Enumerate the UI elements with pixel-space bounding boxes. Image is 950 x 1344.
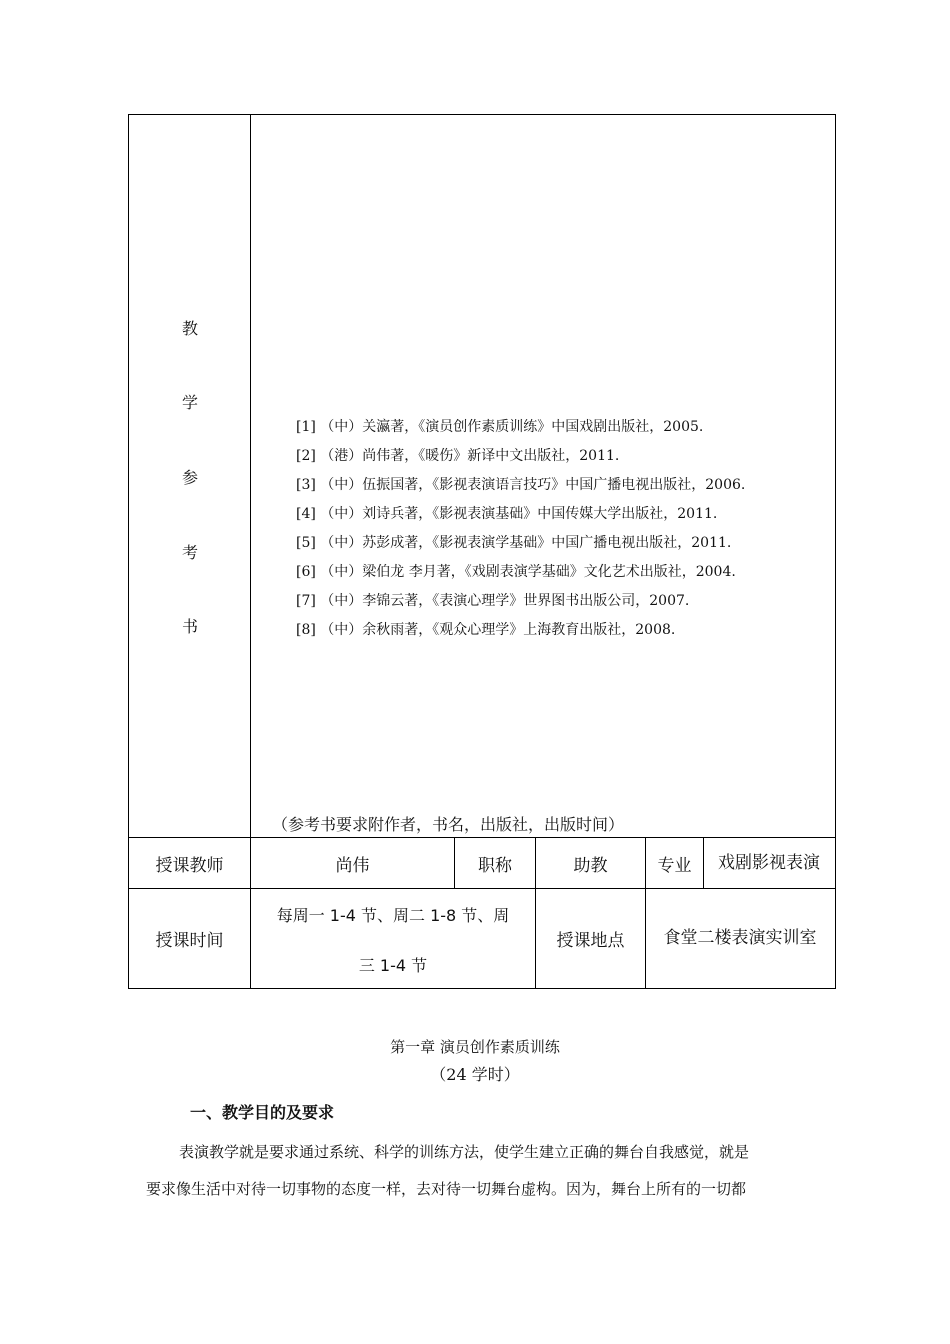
section-label-char: 学 xyxy=(181,393,198,412)
paragraph-line: 表演教学就是要求通过系统、科学的训练方法，使学生建立正确的舞台自我感觉，就是 xyxy=(179,1143,750,1161)
teacher-label: 授课教师 xyxy=(155,855,224,876)
section-label-char: 教 xyxy=(181,319,198,338)
time-value-line2: 三 1-4 节 xyxy=(358,956,428,975)
paragraph-line: 要求像生活中对待一切事物的态度一样，去对待一切舞台虚构。因为，舞台上所有的一切都 xyxy=(146,1180,747,1198)
reference-item: [8] （中）余秋雨著，《观众心理学》上海教育出版社，2008. xyxy=(296,622,676,638)
place-label: 授课地点 xyxy=(556,931,625,951)
section-label-char: 考 xyxy=(181,543,198,562)
reference-item: [5] （中）苏彭成著，《影视表演学基础》中国广播电视出版社，2011. xyxy=(296,535,732,551)
time-label: 授课时间 xyxy=(155,931,224,951)
reference-item: [2] （港）尚伟著，《暖伤》新译中文出版社，2011. xyxy=(296,448,620,464)
time-value-line1: 每周一 1-4 节、周二 1-8 节、周 xyxy=(276,906,510,925)
title-value: 助教 xyxy=(573,855,608,876)
reference-item: [1] （中）关瀛著，《演员创作素质训练》中国戏剧出版社，2005. xyxy=(296,419,704,435)
place-value: 食堂二楼表演实训室 xyxy=(663,928,817,948)
reference-note: （参考书要求附作者，书名，出版社，出版时间） xyxy=(272,815,625,834)
section-label-char: 参 xyxy=(181,468,198,487)
section-heading: 一、教学目的及要求 xyxy=(190,1103,335,1122)
reference-item: [4] （中）刘诗兵著，《影视表演基础》中国传媒大学出版社，2011. xyxy=(296,506,718,522)
reference-item: [7] （中）李锦云著，《表演心理学》世界图书出版公司，2007. xyxy=(296,593,690,609)
major-label: 专业 xyxy=(657,855,692,876)
chapter-title: 第一章 演员创作素质训练 xyxy=(390,1038,560,1056)
reference-item: [6] （中）梁伯龙 李月著，《戏剧表演学基础》文化艺术出版社，2004. xyxy=(296,564,736,580)
teacher-name: 尚伟 xyxy=(335,855,370,876)
major-value: 戏剧影视表演 xyxy=(718,853,820,873)
chapter-hours: （24 学时） xyxy=(430,1065,520,1084)
title-label: 职称 xyxy=(478,855,512,876)
reference-item: [3] （中）伍振国著，《影视表演语言技巧》中国广播电视出版社，2006. xyxy=(296,477,746,493)
section-label-char: 书 xyxy=(181,617,198,636)
